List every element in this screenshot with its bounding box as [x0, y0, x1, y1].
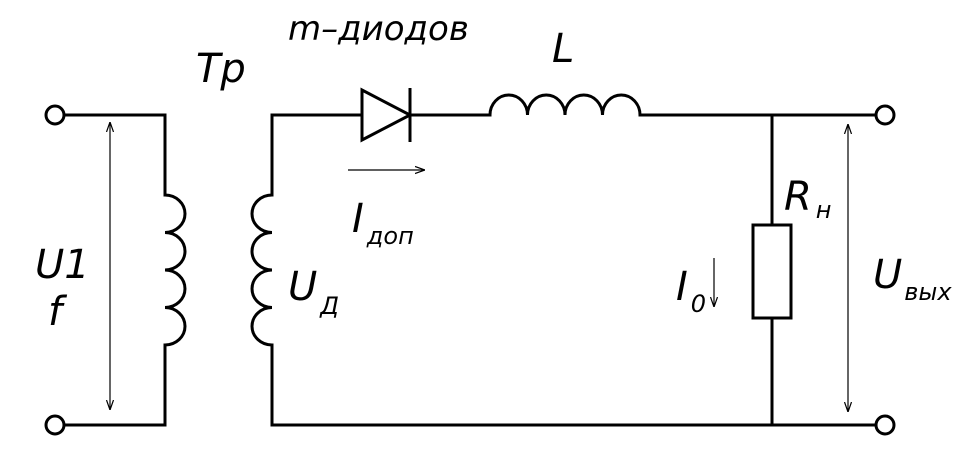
load-current-symbol: I [676, 264, 688, 310]
secondary-wire-bottom [272, 345, 875, 425]
output-voltage-subscript: вых [904, 278, 952, 306]
load-resistor [753, 225, 791, 318]
input-terminal-bottom[interactable] [46, 416, 64, 434]
inductor-symbol [490, 95, 640, 115]
diode-label: m–диодов [288, 9, 469, 49]
load-current-subscript: 0 [690, 290, 707, 318]
secondary-wire-top [272, 115, 362, 195]
diode-symbol [362, 88, 410, 142]
output-voltage-label [873, 252, 952, 306]
diode-current-label [352, 196, 414, 250]
output-terminal-top[interactable] [876, 106, 894, 124]
secondary-winding [252, 195, 272, 345]
output-terminal-bottom[interactable] [876, 416, 894, 434]
secondary-voltage-label [288, 264, 339, 320]
input-terminal-top[interactable] [46, 106, 64, 124]
transformer-label: Tp [196, 46, 246, 92]
output-voltage-symbol: U [873, 252, 903, 298]
secondary-voltage-subscript: Д [320, 292, 340, 320]
load-current-label [676, 264, 706, 318]
diode-current-subscript: доп [366, 222, 414, 250]
load-label [784, 174, 832, 224]
diode-current-symbol: I [352, 196, 364, 242]
input-voltage-label: U1 [35, 242, 90, 288]
secondary-voltage-symbol: U [288, 264, 318, 310]
load-label-symbol: R [784, 174, 812, 220]
load-label-subscript: н [815, 196, 832, 224]
primary-winding [165, 195, 185, 345]
frequency-label: f [48, 289, 63, 335]
inductor-label: L [552, 26, 575, 72]
